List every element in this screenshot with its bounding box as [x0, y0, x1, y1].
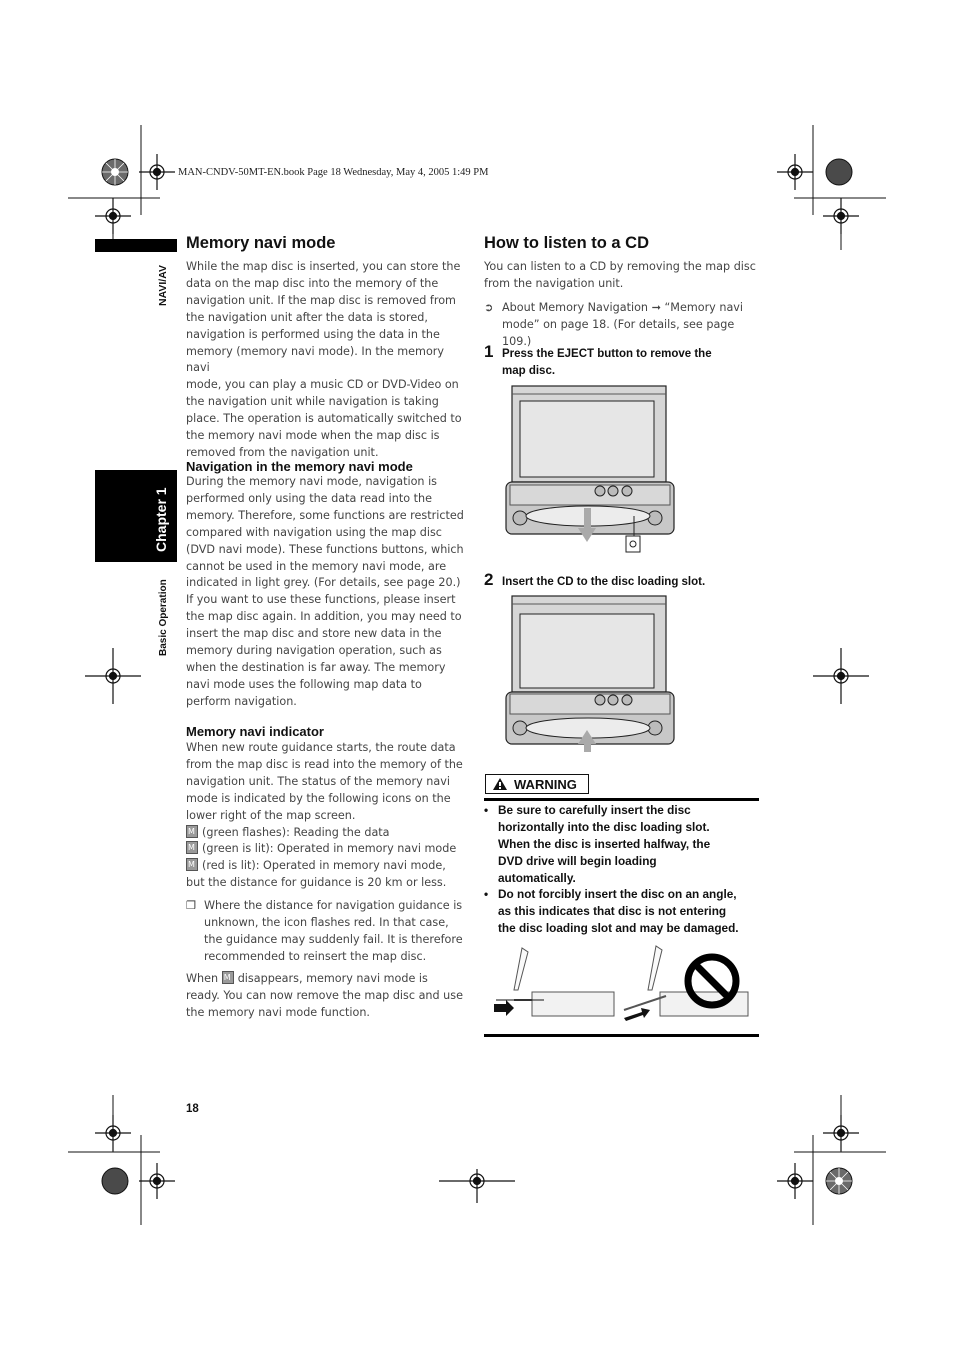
side-tab-bar — [95, 239, 177, 252]
subheading-memory-indicator: Memory navi indicator — [186, 724, 324, 739]
indicator-green-flash: M(green flashes): Reading the data — [186, 825, 466, 842]
listen-cd-intro: You can listen to a CD by removing the map disc from the navigation unit. — [484, 260, 756, 290]
indicator-green-lit: M(green is lit): Operated in memory navi mode — [186, 841, 466, 858]
section-title-listen-cd: How to listen to a CD — [484, 234, 649, 252]
warning-triangle-icon — [492, 777, 508, 791]
warning-item-2: • Do not forcibly insert the disc on an angle, as this indicates that disc is not entering the disc loading slot and may be damaged. — [484, 887, 739, 935]
step-1-number: 1 — [484, 342, 494, 361]
disc-insertion-illustration — [488, 940, 760, 1024]
print-header: MAN-CNDV-50MT-EN.book Page 18 Wednesday, May 4, 2005 1:49 PM — [178, 167, 489, 178]
chapter-label: Chapter 1 — [153, 487, 169, 552]
note-text: Where the distance for navigation guidance is unknown, the icon flashes red. In that case, the guidance may suddenly fail. It is therefore recommended to reinsert the map disc. — [204, 899, 463, 963]
step-1-text: Press the EJECT button to remove the map disc. — [502, 348, 712, 377]
indicator-red-lit: M(red is lit): Operated in memory navi mode, — [186, 858, 466, 875]
note-bullet: ❒ — [186, 899, 197, 912]
device-eject-illustration — [500, 384, 680, 556]
device-insert-illustration — [500, 594, 680, 754]
reference-arrow-icon: ➲ — [484, 301, 494, 314]
section-title-memory-navi: Memory navi mode — [186, 234, 336, 252]
memory-navi-icon — [186, 825, 198, 838]
step-2-text: Insert the CD to the disc loading slot. — [502, 576, 706, 588]
warning-item-1: • Be sure to carefully insert the disc horizontally into the disc loading slot. When the disc is inserted halfway, the DVD drive will begin loading automatically. — [484, 803, 711, 885]
memory-ready-text: When M disappears, memory navi mode is ready. You can now remove the map disc and use the memory navi mode function. — [186, 971, 466, 1022]
memory-indicator-body: When new route guidance starts, the route data from the map disc is read into the memory of the navigation unit. The status of the memory navi mode is indicated by the following icons on the lower right of the map screen. M(green flashes): Reading the data M(green is lit): Operated in memory navi mode M(red is lit): Operated in memory navi mode, but the distance for guidance is 20 km or less. — [186, 740, 466, 892]
side-section-label: NAVI/AV — [157, 264, 169, 306]
side-subsection-label: Basic Operation — [158, 579, 169, 656]
step-2-number: 2 — [484, 570, 494, 589]
subheading-navigation-memory: Navigation in the memory navi mode — [186, 459, 413, 474]
navigation-memory-body: During the memory navi mode, navigation is performed only using the data read into the memory. Therefore, some functions are restricted compared with navigation using the map disc (DVD navi mode). These functions buttons, which cannot be used in the memory navi mode, are indicated in light grey. (For details, see page 20.) If you want to use these functions, please insert the map disc again. In addition, you may need to insert the map disc and store new data in the memory during navigation operation, such as when the destination is far away. The memory navi mode uses the following map data to perform navigation. — [186, 475, 464, 708]
page-number: 18 — [186, 1103, 199, 1115]
memory-navi-intro: While the map disc is inserted, you can store the data on the map disc into the memory of the navigation unit. If the map disc is removed from the navigation unit after the data is stored, navigation is performed using the data in the memory (memory navi mode). In the memory navi mode, you can play a music CD or DVD-Video on the navigation unit while navigation is taking place. The operation is automatically switched to the memory navi mode when the map disc is removed from the navigation unit. — [186, 260, 462, 459]
warning-label: WARNING — [514, 777, 577, 792]
memory-navi-icon — [186, 841, 198, 854]
memory-navi-icon — [222, 971, 234, 984]
warning-rule-top — [484, 798, 759, 801]
memory-navi-icon — [186, 858, 198, 871]
reference-text: About Memory Navigation ➞ “Memory navi mode” on page 18. (For details, see page 109.) — [502, 301, 744, 348]
warning-label-box — [485, 774, 589, 794]
warning-rule-bottom — [484, 1034, 759, 1037]
